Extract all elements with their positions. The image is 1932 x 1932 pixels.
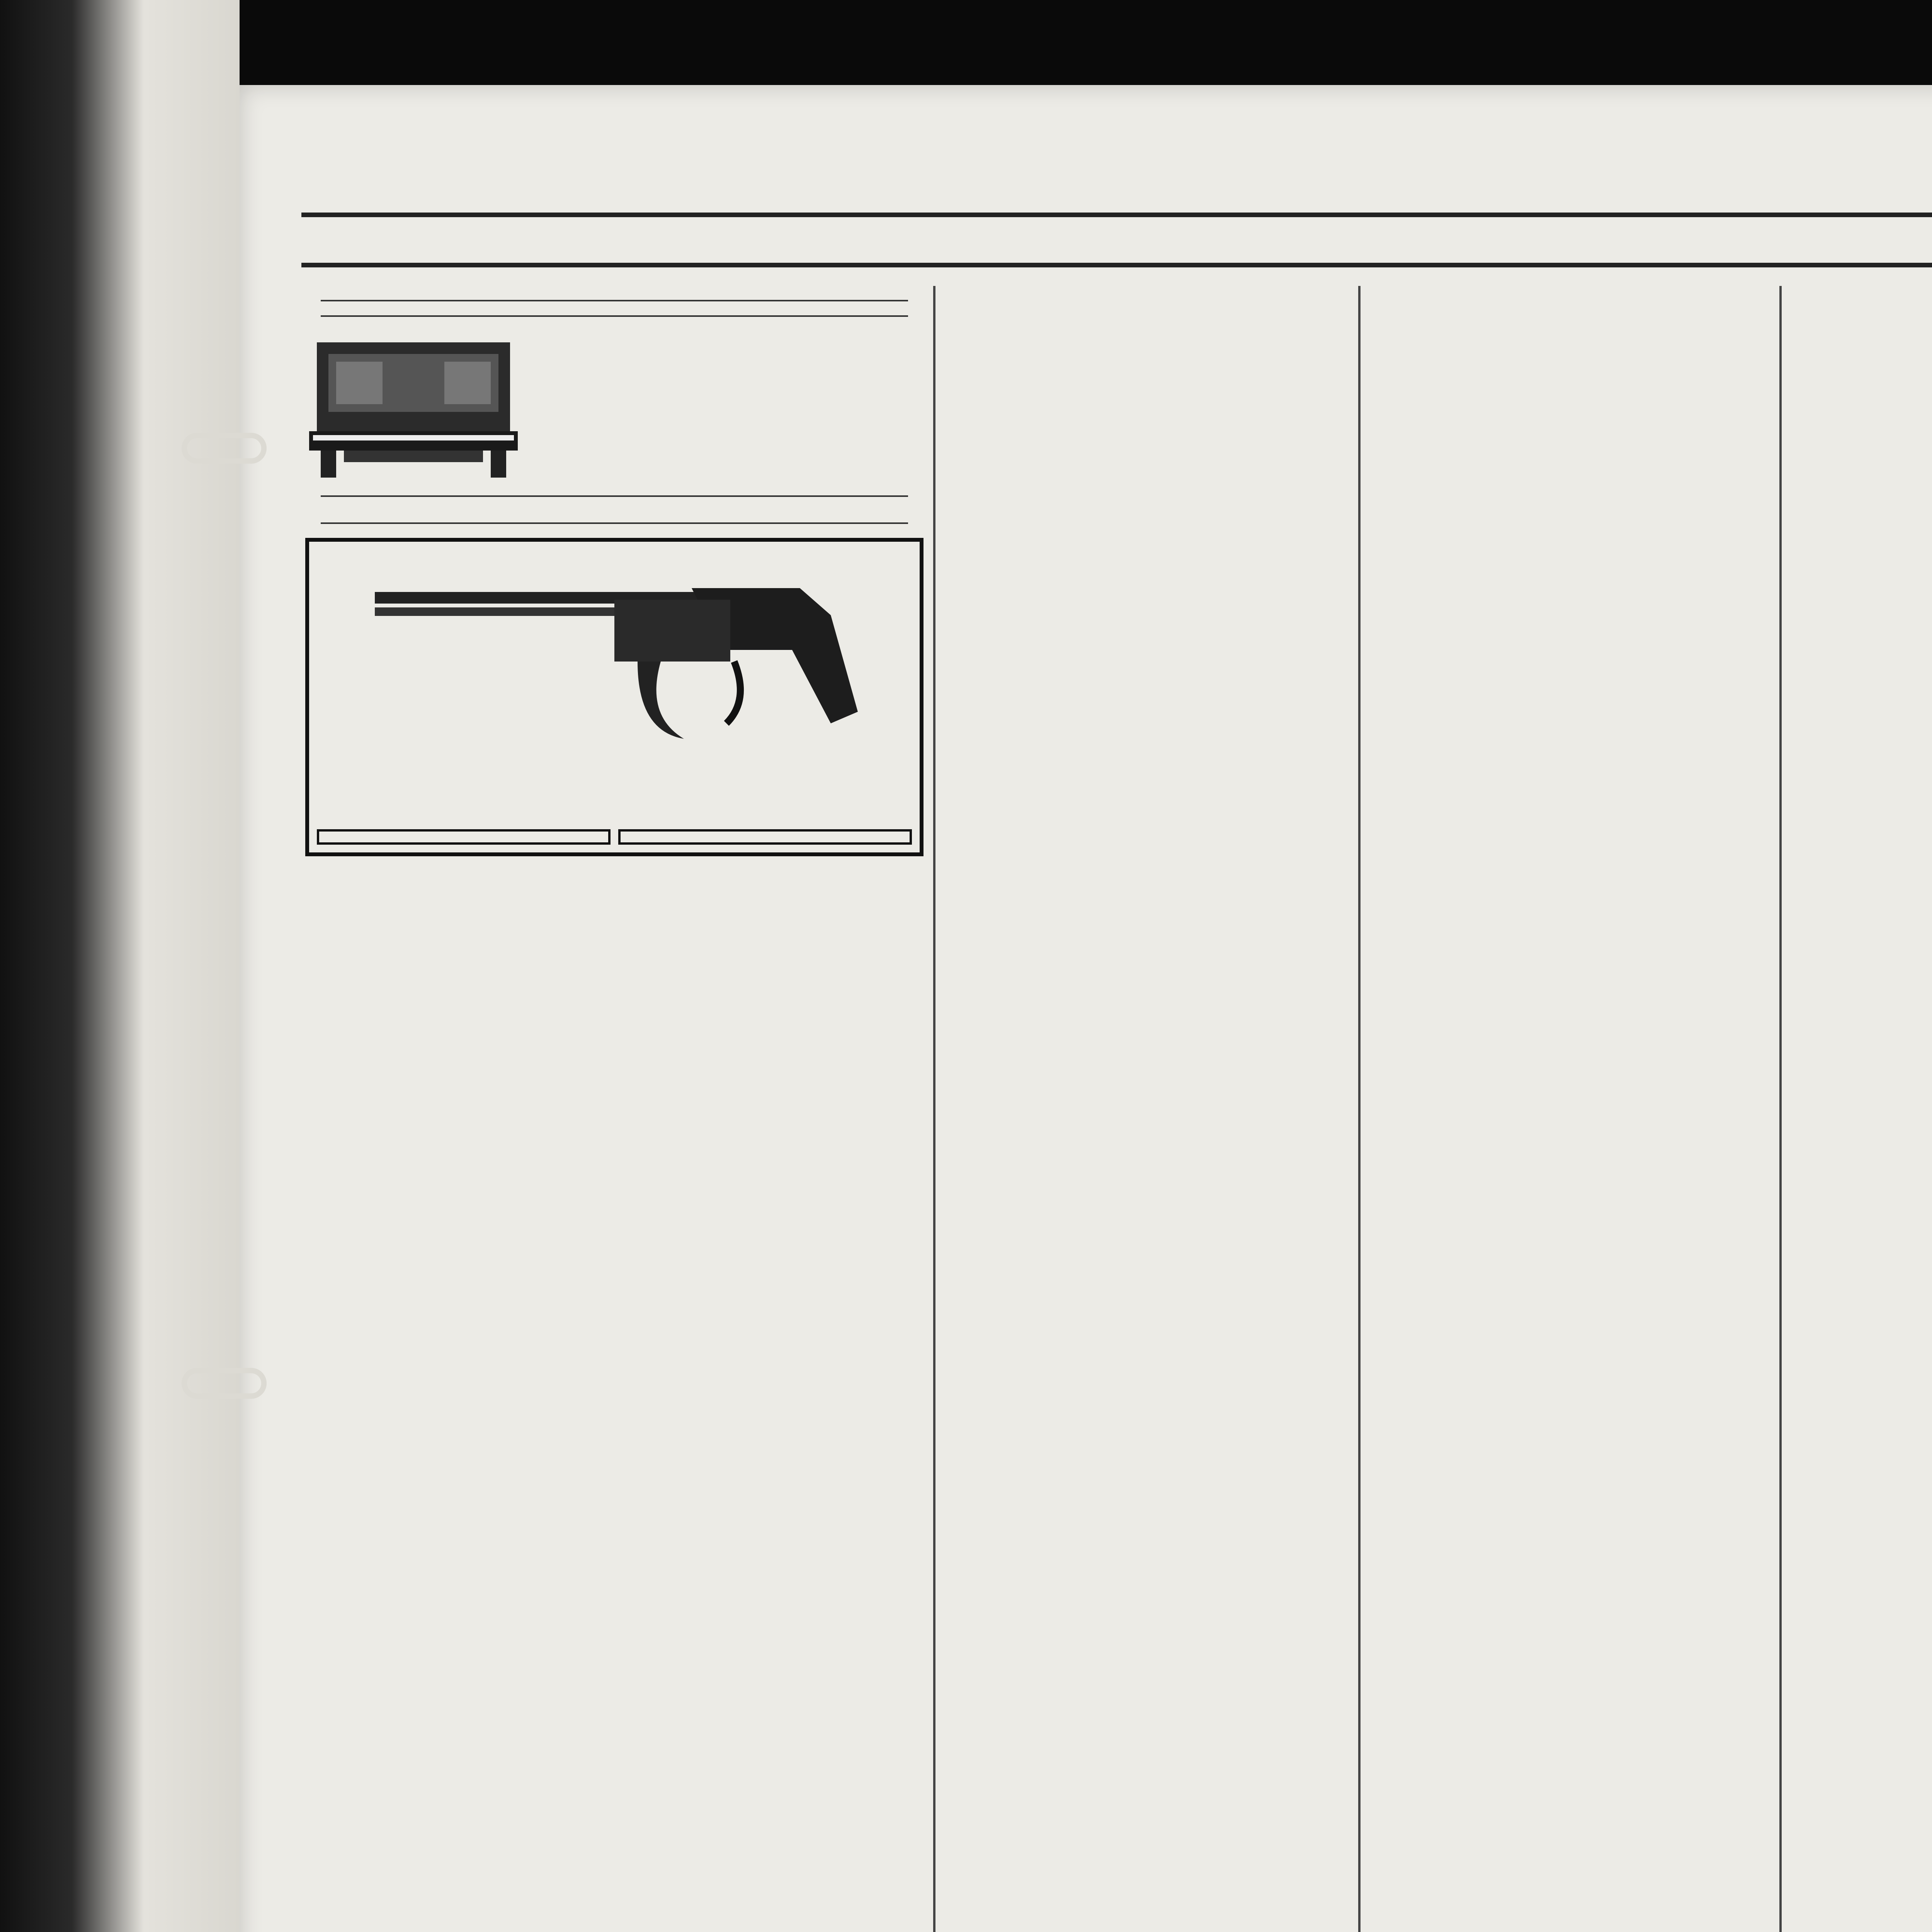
column-ads-left: [305, 286, 923, 1932]
column-rule: [933, 286, 935, 1932]
column-rule: [1358, 286, 1361, 1932]
masthead-rule-top: [301, 213, 1932, 217]
ad-changement-poirier: [1878, 1445, 1932, 1561]
ad-grands-avantages: [1785, 757, 1932, 771]
ad-landry-pianos: [305, 327, 923, 481]
binder-ring: [182, 1368, 267, 1399]
divider: [321, 495, 908, 497]
ad-ideal-reloading-tools: [618, 829, 912, 845]
vertical-ad-nouveautes: [1785, 1252, 1855, 1793]
piano-block: [305, 335, 923, 481]
rifle-illustration-icon: [317, 549, 912, 820]
divider: [321, 300, 908, 301]
masthead-rule-bottom: [301, 263, 1932, 267]
column-ads-right: [1785, 286, 1932, 1932]
binder-ring: [182, 433, 267, 464]
piano-illustration-icon: [305, 335, 522, 481]
divider: [321, 522, 908, 524]
newspaper-page: [240, 85, 1932, 1932]
ad-lyman-sights: [317, 829, 611, 845]
rifle-sub-ads: [317, 829, 912, 845]
ad-marlin-rifle: [305, 538, 923, 856]
column-news-2: [1368, 286, 1774, 1932]
column-news-1: [943, 286, 1352, 1932]
column-rule: [1779, 286, 1782, 1932]
divider: [321, 315, 908, 317]
